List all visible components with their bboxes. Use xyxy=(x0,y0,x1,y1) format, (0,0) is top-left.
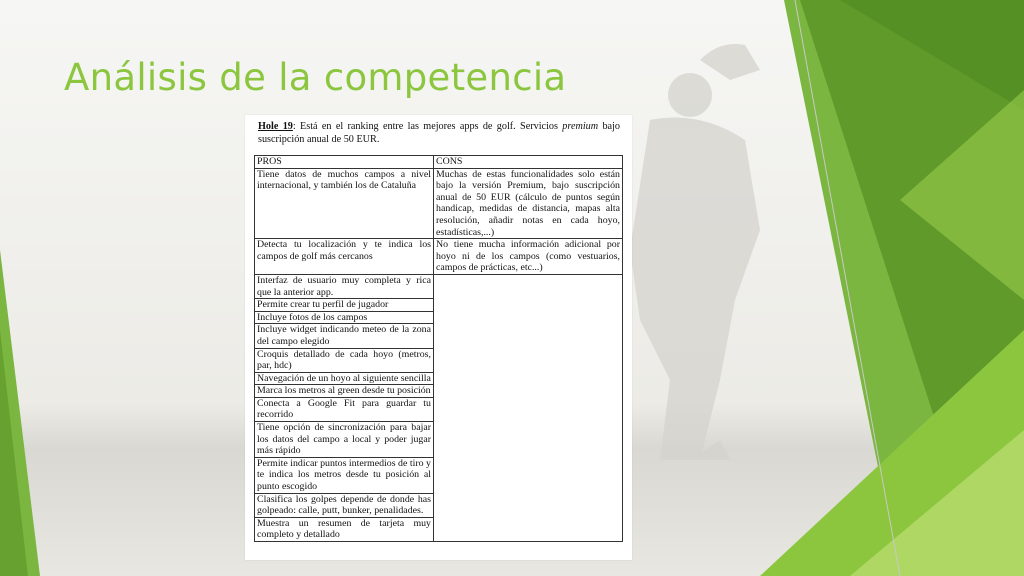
pro-cell: Clasifica los golpes depende de donde has golpeado: calle, putt, bunker, penalidades. xyxy=(255,493,434,517)
table-row xyxy=(255,274,623,298)
pro-cell: Interfaz de usuario muy completa y rica que la anterior app. xyxy=(255,274,434,298)
pro-cell: Muestra un resumen de tarjeta muy completo y detallado xyxy=(255,517,434,541)
pro-cell: Permite crear tu perfil de jugador xyxy=(255,299,434,312)
pro-cell: Permite indicar puntos intermedios de tiro y te indica los metros desde tu posición al punto escogido xyxy=(255,457,434,493)
header-pros: PROS xyxy=(255,156,434,169)
pro-cell: Conecta a Google Fit para guardar tu recorrido xyxy=(255,397,434,421)
pro-cell: Tiene datos de muchos campos a nivel internacional, y también los de Cataluña xyxy=(255,168,434,239)
pro-cell: Tiene opción de sincronización para bajar los datos del campo a local y poder jugar más rápido xyxy=(255,422,434,458)
con-cell-empty xyxy=(434,274,623,541)
table-row xyxy=(255,168,623,239)
header-cons: CONS xyxy=(434,156,623,169)
pro-cell: Detecta tu localización y te indica los campos de golf más cercanos xyxy=(255,239,434,275)
table-row xyxy=(255,239,623,275)
document-image xyxy=(245,115,632,560)
pro-cell: Incluye fotos de los campos xyxy=(255,311,434,324)
intro-text-end: bajo suscripción anual de 50 EUR. xyxy=(258,121,621,145)
intro-text-italic: premium xyxy=(562,121,599,132)
comparison-table xyxy=(254,155,623,542)
pro-cell: Navegación de un hoyo al siguiente sencilla xyxy=(255,372,434,385)
con-cell: Muchas de estas funcionalidades solo están bajo la versión Premium, bajo suscripción anual de 50 EUR (cálculo de puntos según handicap, medidas de distancia, mapas alta resolución, añadir notas en cada hoyo, estadísticas,...) xyxy=(434,168,623,239)
table-header-row xyxy=(255,156,623,169)
intro-paragraph xyxy=(258,120,620,146)
pro-cell: Incluye widget indicando meteo de la zona del campo elegido xyxy=(255,324,434,348)
con-cell: No tiene mucha información adicional por hoyo ni de los campos (como vestuarios, campos de prácticas, etc...) xyxy=(434,239,623,275)
slide-title: Análisis de la competencia xyxy=(64,56,567,99)
intro-label: Hole 19 xyxy=(258,121,293,132)
pro-cell: Marca los metros al green desde tu posición xyxy=(255,385,434,398)
intro-text: : Está en el ranking entre las mejores apps de golf. Servicios xyxy=(292,121,563,132)
pro-cell: Croquis detallado de cada hoyo (metros, par, hdc) xyxy=(255,348,434,372)
